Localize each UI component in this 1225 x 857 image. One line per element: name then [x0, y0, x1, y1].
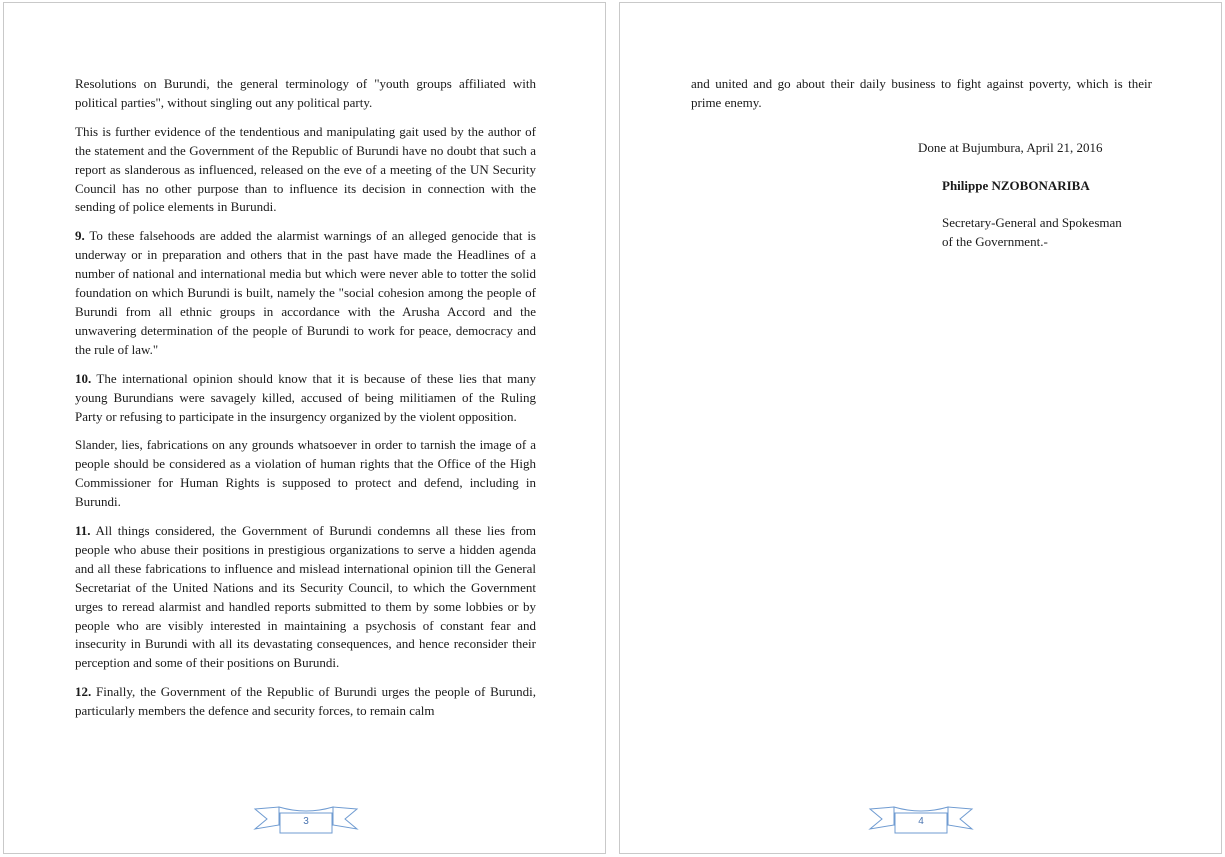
paragraph [75, 522, 536, 673]
document-page-3 [3, 2, 606, 854]
signatory-title-line: of the Government.- [942, 234, 1048, 249]
paragraph-text: and united and go about their daily business to fight against poverty, which is their prime enemy. [691, 76, 1152, 110]
page-number-banner [868, 803, 974, 839]
page-body-text [691, 75, 1152, 123]
paragraph-text: Slander, lies, fabrications on any grounds whatsoever in order to tarnish the image of a people should be considered as a violation of human rights that the Office of the High Commissioner for Human Rights is supposed to protect and defend, including in Burundi. [75, 437, 536, 510]
page-number: 3 [303, 816, 309, 827]
signatory-title-line: Secretary-General and Spokesman [942, 215, 1122, 230]
paragraph-number: 11. [75, 523, 91, 539]
paragraph-text: All things considered, the Government of Burundi condemns all these lies from people who abuse their positions in prestigious organizations to serve a hidden agenda and all these fabrications to influence and mislead international opinion till the General Secretariat of the United Nations and its Security Council, to which the Government urges to reread alarmist and handled reports submitted to them by some lobbies or by people who are visibly interested in maintaining a psychosis of constant fear and insecurity in Burundi with all its devastating consequences, and hence reconsider their perception and some of their positions on Burundi. [75, 523, 536, 671]
paragraph [75, 227, 536, 359]
paragraph [75, 370, 536, 427]
paragraph-number: 12. [75, 684, 92, 700]
paragraph-text: This is further evidence of the tendentious and manipulating gait used by the author of the statement and the Government of the Republic of Burundi have no doubt that such a report as slanderous as influenced, released on the eve of a meeting of the UN Security Council has no other purpose than to influence its decision in connection with the sending of police elements in Burundi. [75, 123, 536, 215]
place-and-date: Done at Bujumbura, April 21, 2016 [918, 140, 1103, 155]
paragraph-text: Resolutions on Burundi, the general terminology of "youth groups affiliated with political parties", without singling out any political party. [75, 76, 536, 110]
page-body-text [75, 75, 536, 731]
document-page-4 [619, 2, 1222, 854]
paragraph [75, 75, 536, 113]
paragraph-text: The international opinion should know that it is because of these lies that many young Burundians were savagely killed, accused of being militiamen of the Ruling Party or refusing to participate in the insurgency organized by the violent opposition. [75, 370, 536, 424]
paragraph-number: 9. [75, 228, 85, 244]
paragraph-text: To these falsehoods are added the alarmist warnings of an alleged genocide that is underway or in preparation and others that in the past have made the Headlines of a number of national and international media but which were never able to totter the solid foundation on which Burundi is built, namely the "social cohesion among the people of Burundi from all ethnic groups in accordance with the Arusha Accord and the unwavering determination of the people of Burundi to work for peace, democracy and the rule of law." [75, 228, 536, 357]
paragraph-number: 10. [75, 370, 92, 386]
paragraph-text: Finally, the Government of the Republic of Burundi urges the people of Burundi, particularly members the defence and security forces, to remain calm [75, 684, 536, 719]
page-number: 4 [918, 816, 924, 827]
signatory-name: Philippe NZOBONARIBA [942, 178, 1090, 193]
paragraph [75, 683, 536, 721]
paragraph [75, 436, 536, 512]
page-number-banner [253, 803, 359, 839]
paragraph [691, 75, 1152, 113]
signatory-title [942, 213, 1122, 251]
paragraph [75, 123, 536, 218]
